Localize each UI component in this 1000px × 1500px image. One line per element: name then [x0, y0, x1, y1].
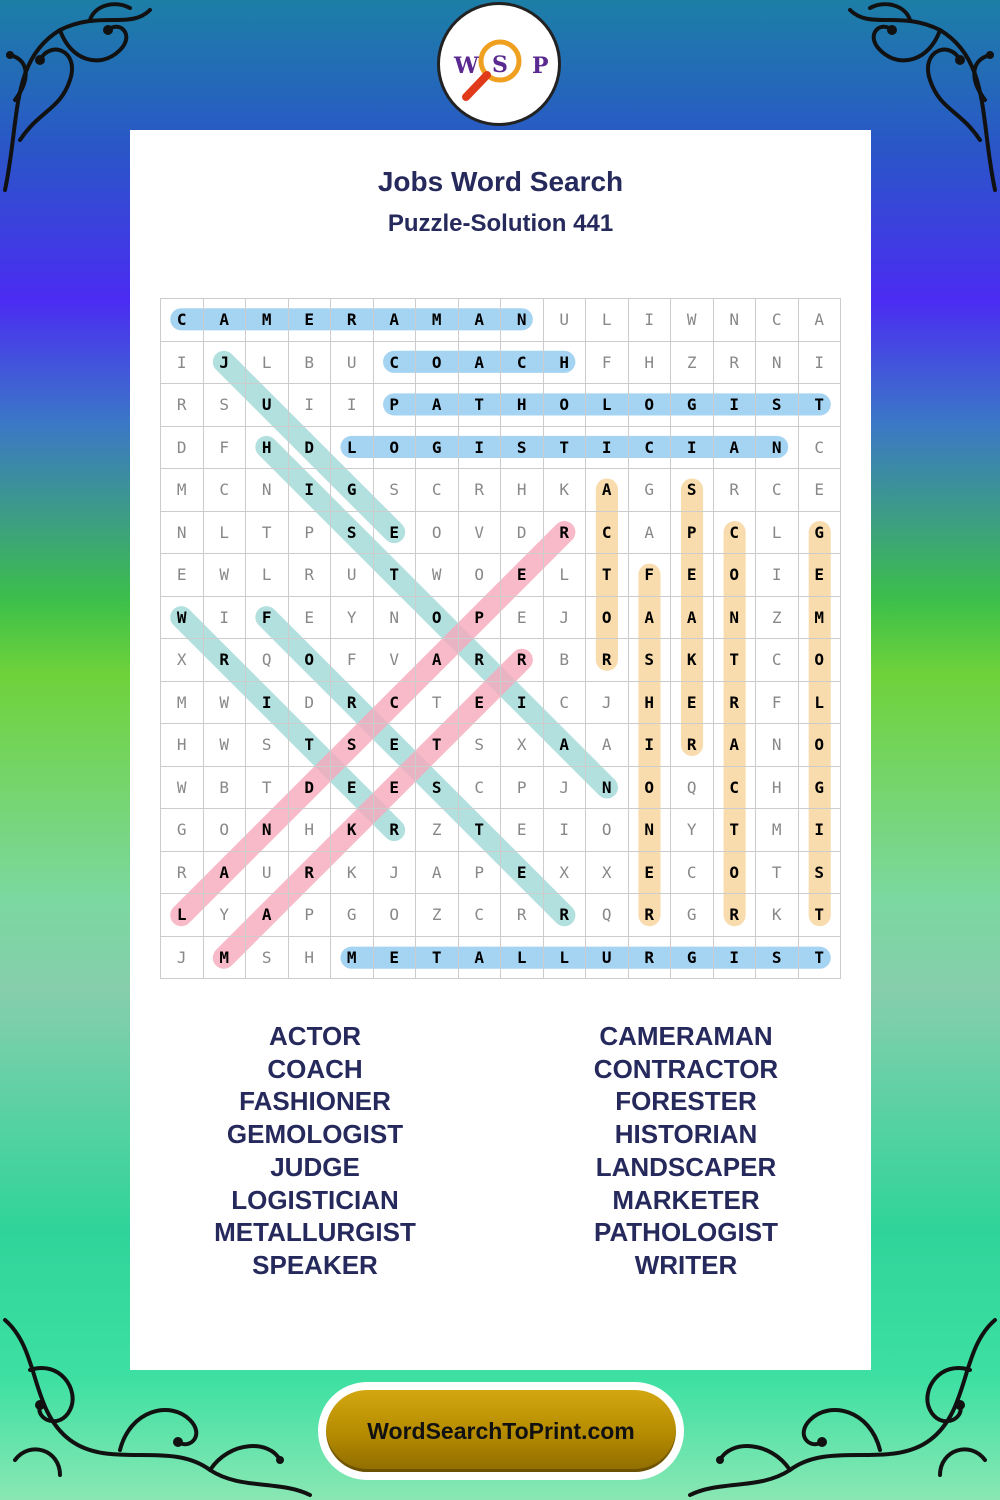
grid-cell[interactable]: I — [714, 384, 757, 427]
word-list-item: JUDGE — [270, 1151, 360, 1182]
grid-cell[interactable]: S — [629, 639, 672, 682]
grid-cell[interactable]: I — [204, 597, 247, 640]
grid-cell[interactable]: H — [756, 767, 799, 810]
grid-cell[interactable]: C — [544, 682, 587, 725]
website-button[interactable] — [318, 1382, 684, 1480]
grid-cell[interactable]: U — [331, 342, 374, 385]
grid-cell[interactable]: R — [289, 554, 332, 597]
grid-cell[interactable]: G — [331, 469, 374, 512]
grid-cell[interactable]: T — [586, 554, 629, 597]
grid-cell[interactable]: T — [756, 852, 799, 895]
grid-cell[interactable]: I — [756, 554, 799, 597]
grid-cell[interactable]: W — [204, 554, 247, 597]
grid-cell[interactable]: E — [629, 852, 672, 895]
grid-cell[interactable]: D — [501, 512, 544, 555]
grid-cell[interactable]: J — [161, 937, 204, 980]
grid-cell[interactable]: M — [204, 937, 247, 980]
grid-cell[interactable]: F — [246, 597, 289, 640]
grid-cell[interactable]: R — [459, 639, 502, 682]
grid-cell[interactable]: J — [544, 767, 587, 810]
word-search-grid — [160, 298, 841, 979]
grid-cell[interactable]: X — [501, 724, 544, 767]
grid-cell[interactable]: S — [246, 724, 289, 767]
grid-cell[interactable]: R — [204, 639, 247, 682]
word-list-item: CONTRACTOR — [593, 1053, 779, 1084]
grid-cell[interactable]: E — [501, 809, 544, 852]
word-list-item: FASHIONER — [239, 1086, 391, 1117]
grid-cell[interactable]: Q — [246, 639, 289, 682]
grid-cell[interactable]: I — [331, 384, 374, 427]
grid-cell[interactable]: N — [501, 299, 544, 342]
grid-cell[interactable]: R — [544, 512, 587, 555]
grid-cell[interactable]: T — [416, 724, 459, 767]
grid-cell[interactable]: K — [331, 852, 374, 895]
grid-cell[interactable]: E — [671, 682, 714, 725]
grid-cell[interactable]: A — [416, 852, 459, 895]
grid-cell[interactable]: C — [374, 342, 417, 385]
grid-cell[interactable]: K — [756, 894, 799, 937]
grid-cell[interactable]: K — [544, 469, 587, 512]
grid-cell[interactable]: S — [374, 469, 417, 512]
grid-cell[interactable]: N — [246, 469, 289, 512]
grid-cell[interactable]: T — [246, 512, 289, 555]
grid-cell[interactable]: L — [544, 937, 587, 980]
grid-cell[interactable]: E — [331, 767, 374, 810]
grid-cell[interactable]: X — [161, 639, 204, 682]
grid-cell[interactable]: S — [459, 724, 502, 767]
grid-cell[interactable]: O — [629, 767, 672, 810]
grid-cell[interactable]: A — [714, 427, 757, 470]
grid-cell[interactable]: X — [544, 852, 587, 895]
logo-letter-p: P — [532, 53, 549, 79]
grid-cell[interactable]: I — [586, 427, 629, 470]
grid-cell[interactable]: A — [416, 639, 459, 682]
grid-cell[interactable]: P — [289, 512, 332, 555]
grid-cell[interactable]: P — [501, 767, 544, 810]
grid-cell[interactable]: S — [331, 724, 374, 767]
grid-cell[interactable]: S — [246, 937, 289, 980]
grid-cell[interactable]: Q — [671, 767, 714, 810]
grid-cell[interactable]: H — [501, 469, 544, 512]
logo-letter-w: W — [454, 53, 479, 79]
grid-cell[interactable]: K — [671, 639, 714, 682]
grid-cell[interactable]: G — [629, 469, 672, 512]
word-list-item: PATHOLOGIST — [594, 1217, 778, 1248]
grid-cell[interactable]: A — [671, 597, 714, 640]
grid-cell[interactable]: B — [544, 639, 587, 682]
grid-cell[interactable]: C — [204, 469, 247, 512]
grid-cell[interactable]: G — [799, 512, 842, 555]
word-list-item: COACH — [267, 1053, 363, 1084]
grid-cell[interactable]: A — [629, 597, 672, 640]
grid-cell[interactable]: I — [714, 937, 757, 980]
grid-cell[interactable]: H — [501, 384, 544, 427]
grid-cell[interactable]: L — [246, 554, 289, 597]
grid-cell[interactable]: N — [756, 724, 799, 767]
grid-cell[interactable]: A — [586, 469, 629, 512]
grid-cell[interactable]: R — [374, 809, 417, 852]
grid-cell[interactable]: A — [714, 724, 757, 767]
grid-cell[interactable]: N — [629, 809, 672, 852]
grid-cell[interactable]: D — [289, 427, 332, 470]
grid-cell[interactable]: T — [544, 427, 587, 470]
grid-cell[interactable]: I — [161, 342, 204, 385]
grid-cell[interactable]: W — [204, 724, 247, 767]
grid-cell[interactable]: R — [289, 852, 332, 895]
word-list-item: FORESTER — [615, 1086, 757, 1117]
grid-cell[interactable]: L — [501, 937, 544, 980]
grid-cell[interactable]: Y — [204, 894, 247, 937]
grid-cell[interactable]: C — [756, 639, 799, 682]
grid-cell[interactable]: C — [586, 512, 629, 555]
grid-cell[interactable]: L — [586, 299, 629, 342]
word-list-item: LOGISTICIAN — [231, 1184, 399, 1215]
grid-cell[interactable]: U — [586, 937, 629, 980]
grid-cell[interactable]: S — [416, 767, 459, 810]
puzzle-card — [130, 130, 871, 1370]
grid-cell[interactable]: A — [374, 299, 417, 342]
grid-cell[interactable]: V — [459, 512, 502, 555]
grid-cell[interactable]: F — [331, 639, 374, 682]
grid-cell[interactable]: O — [586, 809, 629, 852]
grid-cell[interactable]: S — [756, 937, 799, 980]
grid-cell[interactable]: F — [586, 342, 629, 385]
grid-cell[interactable]: O — [204, 809, 247, 852]
grid-cell[interactable]: U — [544, 299, 587, 342]
grid-cell[interactable]: A — [416, 384, 459, 427]
grid-cell[interactable]: T — [289, 724, 332, 767]
grid-cell[interactable]: A — [459, 299, 502, 342]
grid-cell[interactable]: G — [671, 384, 714, 427]
grid-cell[interactable]: I — [629, 724, 672, 767]
grid-cell[interactable]: C — [799, 427, 842, 470]
grid-cell[interactable]: L — [799, 682, 842, 725]
site-logo[interactable] — [437, 2, 561, 126]
grid-cell[interactable]: I — [671, 427, 714, 470]
grid-cell[interactable]: R — [544, 894, 587, 937]
grid-cell[interactable]: C — [459, 767, 502, 810]
grid-cell[interactable]: I — [246, 682, 289, 725]
grid-cell[interactable]: A — [204, 852, 247, 895]
word-list-item: LANDSCAPER — [595, 1151, 777, 1182]
grid-cell[interactable]: I — [799, 809, 842, 852]
grid-cell[interactable]: H — [289, 809, 332, 852]
grid-cell[interactable]: G — [799, 767, 842, 810]
grid-cell[interactable]: T — [416, 937, 459, 980]
word-list-item: SPEAKER — [252, 1249, 378, 1280]
grid-cell[interactable]: E — [459, 682, 502, 725]
grid-cell[interactable]: T — [374, 554, 417, 597]
grid-cell[interactable]: P — [459, 597, 502, 640]
grid-cell[interactable]: H — [544, 342, 587, 385]
grid-cell[interactable]: D — [289, 767, 332, 810]
grid-cell[interactable]: O — [374, 427, 417, 470]
word-list-item: WRITER — [634, 1249, 738, 1280]
grid-cell[interactable]: U — [246, 852, 289, 895]
grid-cell[interactable]: D — [289, 682, 332, 725]
grid-cell[interactable]: O — [289, 639, 332, 682]
grid-cell[interactable]: O — [714, 554, 757, 597]
word-list-item: METALLURGIST — [214, 1217, 416, 1248]
grid-cell[interactable]: I — [289, 384, 332, 427]
word-list-item: CAMERAMAN — [599, 1021, 773, 1051]
grid-cell[interactable]: U — [331, 554, 374, 597]
grid-cell[interactable]: Z — [416, 894, 459, 937]
grid-cell[interactable]: T — [714, 809, 757, 852]
grid-cell[interactable]: E — [799, 554, 842, 597]
grid-cell[interactable]: K — [331, 809, 374, 852]
grid-cell[interactable]: E — [374, 937, 417, 980]
grid-cell[interactable]: E — [374, 724, 417, 767]
grid-cell[interactable]: H — [629, 682, 672, 725]
grid-cell[interactable]: Z — [416, 809, 459, 852]
grid-cell[interactable]: R — [459, 469, 502, 512]
grid-cell[interactable]: O — [416, 597, 459, 640]
grid-cell[interactable]: T — [799, 894, 842, 937]
grid-cell[interactable]: P — [671, 512, 714, 555]
word-list-item: HISTORIAN — [614, 1119, 758, 1150]
grid-cell[interactable]: N — [756, 342, 799, 385]
grid-cell[interactable]: N — [586, 767, 629, 810]
grid-cell[interactable]: R — [501, 894, 544, 937]
grid-cell[interactable]: X — [586, 852, 629, 895]
grid-cell[interactable]: L — [246, 342, 289, 385]
word-list-left — [130, 1020, 500, 1282]
grid-cell[interactable]: G — [161, 809, 204, 852]
grid-cell[interactable]: L — [204, 512, 247, 555]
word-list-item: MARKETER — [612, 1184, 760, 1215]
grid-cell[interactable]: H — [629, 342, 672, 385]
grid-cell[interactable]: E — [501, 852, 544, 895]
grid-cell[interactable]: I — [799, 342, 842, 385]
grid-cell[interactable]: E — [799, 469, 842, 512]
grid-cell[interactable]: L — [586, 384, 629, 427]
grid-cell[interactable]: F — [204, 427, 247, 470]
grid-cell[interactable]: C — [671, 852, 714, 895]
grid-cell[interactable]: M — [161, 469, 204, 512]
grid-cell[interactable]: L — [756, 512, 799, 555]
grid-cell[interactable]: O — [799, 724, 842, 767]
grid-cell[interactable]: S — [799, 852, 842, 895]
grid-cell[interactable]: A — [629, 512, 672, 555]
grid-cell[interactable]: O — [799, 639, 842, 682]
grid-cell[interactable]: O — [714, 852, 757, 895]
grid-cell[interactable]: C — [756, 299, 799, 342]
grid-cell[interactable]: I — [501, 682, 544, 725]
grid-cell[interactable]: M — [331, 937, 374, 980]
grid-cell[interactable]: N — [374, 597, 417, 640]
grid-cell[interactable]: Q — [586, 894, 629, 937]
grid-cell[interactable]: I — [629, 299, 672, 342]
grid-cell[interactable]: R — [714, 469, 757, 512]
grid-cell[interactable]: N — [714, 597, 757, 640]
grid-cell[interactable]: T — [246, 767, 289, 810]
grid-cell[interactable]: M — [799, 597, 842, 640]
grid-cell[interactable]: M — [756, 809, 799, 852]
grid-cell[interactable]: J — [586, 682, 629, 725]
grid-cell[interactable]: I — [459, 427, 502, 470]
grid-cell[interactable]: S — [671, 469, 714, 512]
grid-cell[interactable]: C — [714, 512, 757, 555]
grid-cell[interactable]: C — [501, 342, 544, 385]
grid-cell[interactable]: A — [459, 937, 502, 980]
grid-cell[interactable]: A — [459, 342, 502, 385]
grid-cell[interactable]: E — [374, 767, 417, 810]
grid-cell[interactable]: T — [799, 384, 842, 427]
grid-cell[interactable]: R — [501, 639, 544, 682]
grid-cell[interactable]: G — [331, 894, 374, 937]
grid-cell[interactable]: R — [714, 894, 757, 937]
grid-cell[interactable]: Y — [331, 597, 374, 640]
grid-cell[interactable]: W — [161, 597, 204, 640]
grid-cell[interactable]: L — [161, 894, 204, 937]
grid-cell[interactable]: A — [246, 894, 289, 937]
puzzle-title: Jobs Word Search — [377, 166, 624, 197]
grid-cell[interactable]: O — [544, 384, 587, 427]
grid-cell[interactable]: D — [161, 427, 204, 470]
grid-cell[interactable]: C — [629, 427, 672, 470]
grid-cell[interactable]: O — [629, 384, 672, 427]
word-list-item: ACTOR — [269, 1021, 361, 1051]
grid-cell[interactable]: P — [374, 384, 417, 427]
grid-cell[interactable]: T — [416, 682, 459, 725]
grid-cell[interactable]: R — [586, 639, 629, 682]
grid-cell[interactable]: N — [246, 809, 289, 852]
grid-cell[interactable]: E — [671, 554, 714, 597]
grid-cell[interactable]: T — [799, 937, 842, 980]
grid-cell[interactable]: C — [161, 299, 204, 342]
grid-cell[interactable]: T — [714, 639, 757, 682]
grid-cell[interactable]: J — [374, 852, 417, 895]
grid-cell[interactable]: O — [416, 342, 459, 385]
grid-cell[interactable]: R — [629, 894, 672, 937]
grid-cell[interactable]: E — [161, 554, 204, 597]
grid-cell[interactable]: G — [671, 894, 714, 937]
grid-cell[interactable]: T — [459, 384, 502, 427]
grid-cell[interactable]: L — [544, 554, 587, 597]
grid-cell[interactable]: P — [459, 852, 502, 895]
grid-cell[interactable]: I — [289, 469, 332, 512]
grid-cell[interactable]: F — [629, 554, 672, 597]
grid-cell[interactable]: L — [331, 427, 374, 470]
grid-cell[interactable]: P — [289, 894, 332, 937]
grid-cell[interactable]: W — [416, 554, 459, 597]
grid-cell[interactable]: H — [289, 937, 332, 980]
grid-cell[interactable]: R — [629, 937, 672, 980]
puzzle-subtitle: Puzzle-Solution 441 — [387, 210, 614, 237]
grid-cell[interactable]: W — [204, 682, 247, 725]
grid-cell[interactable]: A — [799, 299, 842, 342]
grid-cell[interactable]: O — [416, 512, 459, 555]
grid-cell[interactable]: M — [161, 682, 204, 725]
grid-cell[interactable]: T — [459, 809, 502, 852]
grid-cell[interactable]: C — [756, 469, 799, 512]
grid-cell[interactable]: R — [331, 682, 374, 725]
grid-cell[interactable]: Y — [671, 809, 714, 852]
grid-cell[interactable]: C — [714, 767, 757, 810]
grid-cell[interactable]: O — [586, 597, 629, 640]
grid-cell[interactable]: Z — [756, 597, 799, 640]
grid-cell[interactable]: C — [416, 469, 459, 512]
grid-cell[interactable]: B — [289, 342, 332, 385]
grid-cell[interactable]: E — [289, 597, 332, 640]
grid-cell[interactable]: R — [331, 299, 374, 342]
grid-cell[interactable]: B — [204, 767, 247, 810]
website-label: WordSearchToPrint.com — [326, 1390, 676, 1472]
grid-cell[interactable]: F — [756, 682, 799, 725]
grid-cell[interactable]: V — [374, 639, 417, 682]
logo-letter-s: S — [492, 52, 508, 78]
grid-cell[interactable]: J — [544, 597, 587, 640]
grid-cell[interactable]: R — [714, 682, 757, 725]
grid-cell[interactable]: G — [416, 427, 459, 470]
grid-cell[interactable]: R — [671, 724, 714, 767]
grid-cell[interactable]: S — [501, 427, 544, 470]
letter-grid — [160, 298, 841, 979]
grid-cell[interactable]: N — [161, 512, 204, 555]
grid-cell[interactable]: N — [756, 427, 799, 470]
grid-cell[interactable]: E — [374, 512, 417, 555]
grid-cell[interactable]: C — [374, 682, 417, 725]
grid-cell[interactable]: E — [501, 554, 544, 597]
grid-cell[interactable]: U — [246, 384, 289, 427]
grid-cell[interactable]: C — [459, 894, 502, 937]
grid-cell[interactable]: R — [161, 384, 204, 427]
grid-cell[interactable]: Z — [671, 342, 714, 385]
grid-cell[interactable]: M — [416, 299, 459, 342]
grid-cell[interactable]: W — [161, 767, 204, 810]
grid-cell[interactable]: I — [544, 809, 587, 852]
grid-cell[interactable]: O — [459, 554, 502, 597]
grid-cell[interactable]: E — [501, 597, 544, 640]
grid-cell[interactable]: M — [246, 299, 289, 342]
grid-cell[interactable]: H — [161, 724, 204, 767]
grid-cell[interactable]: W — [671, 299, 714, 342]
grid-cell[interactable]: S — [204, 384, 247, 427]
grid-cell[interactable]: O — [374, 894, 417, 937]
grid-cell[interactable]: A — [586, 724, 629, 767]
grid-cell[interactable]: S — [331, 512, 374, 555]
word-list-right — [501, 1020, 871, 1282]
grid-cell[interactable]: A — [544, 724, 587, 767]
grid-cell[interactable]: R — [161, 852, 204, 895]
grid-cell[interactable]: S — [756, 384, 799, 427]
grid-cell[interactable]: G — [671, 937, 714, 980]
grid-cell[interactable]: N — [714, 299, 757, 342]
grid-cell[interactable]: R — [714, 342, 757, 385]
grid-cell[interactable]: A — [204, 299, 247, 342]
grid-cell[interactable]: J — [204, 342, 247, 385]
word-list-item: GEMOLOGIST — [226, 1119, 404, 1150]
grid-cell[interactable]: E — [289, 299, 332, 342]
grid-cell[interactable]: H — [246, 427, 289, 470]
